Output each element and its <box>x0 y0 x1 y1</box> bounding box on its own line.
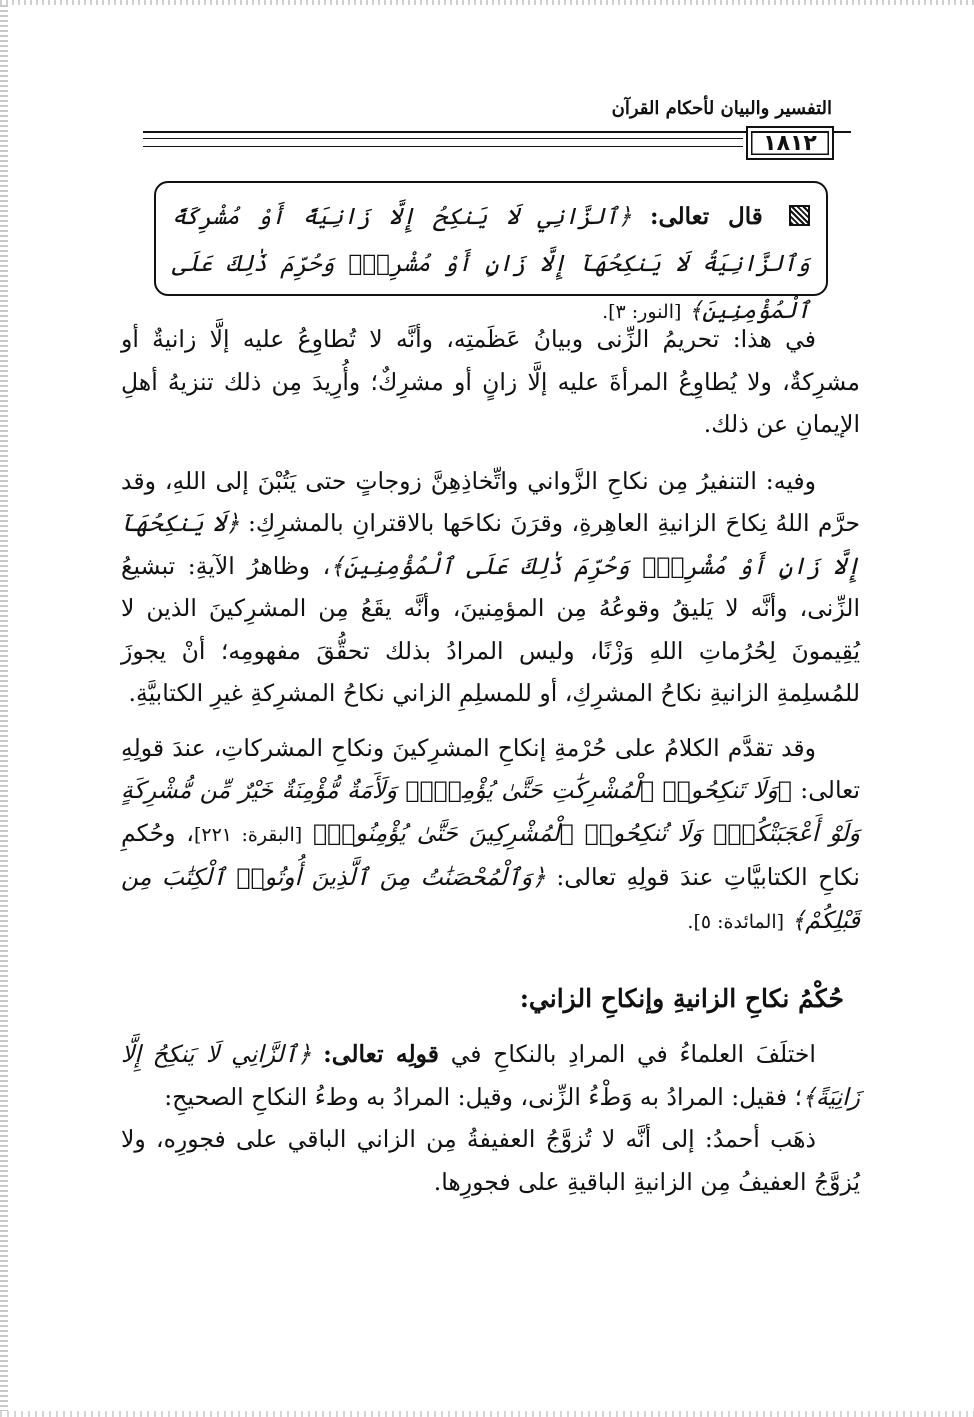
citation: [المائدة: ٥]. <box>687 910 785 933</box>
paragraph-text: ، وحُكمِ نكاحِ الكتابيَّاتِ عندَ قولِهِ تعالى: <box>121 818 860 891</box>
paragraph-text: في هذا: تحريمُ الزِّنى وبيانُ عَظَمتِه، وأنَّه لا تُطاوِعُ عليه إلَّا زانيةٌ أو مشرِكةٌ، ولا يُطاوِعُ المرأةَ عليه إلَّا زانٍ أو مشرِكٌ؛ وأُرِيدَ مِن ذلك تنزيهُ أهلِ الإيمانِ عن ذلك. <box>121 325 860 438</box>
paragraph-text: ؛ فقيل: المرادُ به وَطْءُ الزِّنى، وقيل: المرادُ به وطءُ النكاحِ الصحيحِ: <box>164 1082 803 1111</box>
paragraph-text: ، وظاهرُ الآيةِ: تبشيعُ الزِّنى، وأنَّه لا يَليقُ وقوعُهُ مِن المؤمِنينَ، وأنَّه يقَعُ مِن المشرِكينَ الذين لا يُقِيمونَ لِحُرُماتِ اللهِ وَزْنًا، وليس المرادُ بذلك تحقُّقَ مفهومِه؛ أنْ يجوزَ للمُسلِمةِ الزانيةِ نكاحُ المشرِكِ، أو للمسلِمِ الزاني نكاحُ المشرِكةِ غيرِ الكتابيَّةِ. <box>121 551 860 707</box>
ornament-icon <box>789 205 810 226</box>
paragraph-text: ذهَب أحمدُ: إلى أنَّه لا تُزوَّجُ العفيفةُ مِن الزاني الباقي على فجورِه، ولا يُزوَّجُ العفيفُ مِن الزانيةِ الباقيةِ على فجورِها. <box>121 1125 860 1196</box>
paragraph <box>121 727 860 944</box>
header-rule <box>143 138 743 139</box>
section-heading: حُكْمُ نكاحِ الزانيةِ وإنكاحِ الزاني: <box>519 984 844 1013</box>
paragraph <box>121 1033 860 1118</box>
paragraph-text: اختلَفَ العلماءُ في المرادِ بالنكاحِ في <box>450 1040 816 1068</box>
header-rule <box>143 131 851 133</box>
quran-quote: ﴿ٱلزَّانِي لَا يَنكِحُ إِلَّا زَانِيَةً﴾ <box>121 1040 860 1111</box>
paragraph-text: وقد تقدَّم الكلامُ على حُرْمةِ إنكاحِ المشرِكينَ ونكاحِ المشركاتِ، عندَ قولِهِ تعالى: <box>121 733 860 804</box>
scan-edge-bottom <box>0 1411 974 1417</box>
quran-quote: ﴿لَا يَنكِحُهَآ إِلَّا زَانٍ أَوْ مُشْرِكٌۚ وَحُرِّمَ ذَٰلِكَ عَلَى ٱلْمُؤْمِنِينَ﴾ <box>121 509 860 580</box>
bold-phrase: قولِه تعالى: <box>323 1040 440 1068</box>
quran-quote: ﴿وَٱلْمُحْصَنَٰتُ مِنَ ٱلَّذِينَ أُوتُوا۟ ٱلْكِتَٰبَ مِن قَبْلِكُمْ﴾ <box>121 863 860 934</box>
scan-edge-top <box>0 0 974 5</box>
citation: [البقرة: ٢٢١] <box>193 823 303 846</box>
verse-citation: [النور: ٣]. <box>602 301 682 323</box>
paragraph <box>121 460 860 715</box>
paragraph <box>121 318 860 446</box>
page-number <box>746 126 834 160</box>
paragraph-text: وفيه: التنفيرُ مِن نكاحِ الزَّواني واتِّخاذِهِنَّ زوجاتٍ حتى يَتُبْنَ إلى اللهِ، وقد حرَّم اللهُ نِكاحَ الزانيةِ العاهِرةِ، وقرَنَ نكاحَها بالاقترانِ بالمشرِكِ: <box>121 466 860 537</box>
verse-box <box>154 181 828 324</box>
body-text <box>121 318 860 1203</box>
running-title: التفسير والبيان لأحكام القرآن <box>611 98 832 119</box>
header-rule <box>143 146 743 147</box>
verse-lead: قال تعالى: <box>649 203 763 230</box>
page-number-text: ١٨١٢ <box>763 130 817 156</box>
quran-verse: ﴿ٱلزَّانِي لَا يَنكِحُ إِلَّا زَانِيَةً أَوْ مُشْرِكَةً وَٱلزَّانِيَةُ لَا يَنكِحُهَآ إِلَّا زَانٍ أَوْ مُشْرِكٌۚ وَحُرِّمَ ذَٰلِكَ عَلَى ٱلْمُؤْمِنِينَ﴾ <box>172 204 810 324</box>
quran-quote: ﴿وَلَا تَنكِحُوا۟ ٱلْمُشْرِكَٰتِ حَتَّىٰ يُؤْمِنَّۚ وَلَأَمَةٌ مُّؤْمِنَةٌ خَيْرٌ مِّن مُّشْرِكَةٍ وَلَوْ أَعْجَبَتْكُمْۗ وَلَا تُنكِحُوا۟ ٱلْمُشْرِكِينَ حَتَّىٰ يُؤْمِنُوا۟﴾ <box>121 776 860 847</box>
paragraph <box>121 1118 860 1203</box>
scan-edge-left <box>0 0 8 1417</box>
